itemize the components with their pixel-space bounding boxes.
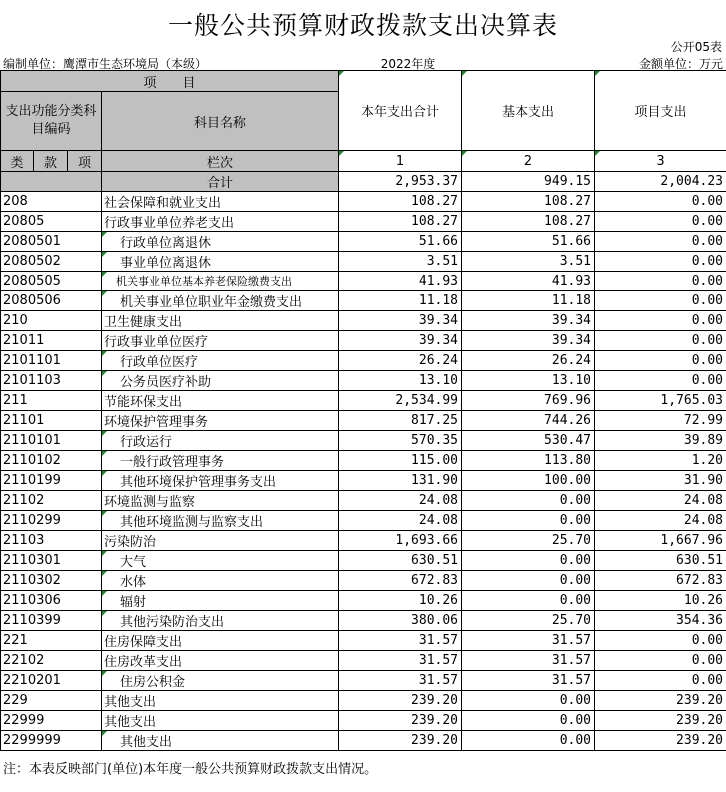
row-total: 24.08: [339, 511, 462, 531]
row-code: 2101101: [1, 351, 102, 371]
row-project: 1,667.96: [595, 531, 726, 551]
row-project: 0.00: [595, 351, 726, 371]
row-project: 0.00: [595, 371, 726, 391]
row-basic: 0.00: [462, 571, 595, 591]
row-code: 2110299: [1, 511, 102, 531]
table-row: [1, 212, 726, 232]
row-total: 570.35: [339, 431, 462, 451]
total-label: 合计: [102, 172, 339, 192]
row-project: 0.00: [595, 252, 726, 272]
row-basic: 31.57: [462, 651, 595, 671]
row-subject-name: 社会保障和就业支出: [102, 192, 339, 212]
row-basic: 25.70: [462, 611, 595, 631]
row-basic: 39.34: [462, 331, 595, 351]
row-project: 239.20: [595, 711, 726, 731]
row-code: 2080501: [1, 232, 102, 252]
row-code: 2110306: [1, 591, 102, 611]
row-basic: 0.00: [462, 511, 595, 531]
row-code: 2110302: [1, 571, 102, 591]
row-basic: 100.00: [462, 471, 595, 491]
row-code: 2110102: [1, 451, 102, 471]
table-row: [1, 731, 726, 751]
row-basic: 769.96: [462, 391, 595, 411]
footnote: 注：本表反映部门(单位)本年度一般公共预算财政拨款支出情况。: [3, 762, 378, 777]
row-total: 239.20: [339, 711, 462, 731]
row-code: 21103: [1, 531, 102, 551]
meta-bar: [0, 54, 726, 70]
row-project: 1,765.03: [595, 391, 726, 411]
table-row: [1, 371, 726, 391]
row-code: 2110101: [1, 431, 102, 451]
row-basic: 108.27: [462, 192, 595, 212]
row-subject-name: 一般行政管理事务: [102, 451, 339, 471]
row-basic: 39.34: [462, 311, 595, 331]
table-row: [1, 232, 726, 252]
row-basic: 108.27: [462, 212, 595, 232]
row-basic: 26.24: [462, 351, 595, 371]
header-basic: 基本支出: [462, 71, 595, 151]
row-subject-name: 住房改革支出: [102, 651, 339, 671]
row-project: 39.89: [595, 431, 726, 451]
row-code: 21102: [1, 491, 102, 511]
expenditure-table: [0, 70, 726, 751]
row-project: 0.00: [595, 671, 726, 691]
row-subject-name: 住房保障支出: [102, 631, 339, 651]
row-basic: 41.93: [462, 272, 595, 291]
form-number: 公开05表: [670, 40, 722, 54]
row-total: 39.34: [339, 311, 462, 331]
row-total: 108.27: [339, 212, 462, 232]
row-project: 0.00: [595, 192, 726, 212]
table-row: [1, 631, 726, 651]
header-total: 本年支出合计: [339, 71, 462, 151]
row-subject-name: 行政事业单位养老支出: [102, 212, 339, 232]
table-row: [1, 351, 726, 371]
row-basic: 51.66: [462, 232, 595, 252]
fiscal-year: 2022年度: [380, 57, 436, 71]
row-total: 31.57: [339, 651, 462, 671]
row-project: 0.00: [595, 232, 726, 252]
row-code: 2299999: [1, 731, 102, 751]
row-total: 817.25: [339, 411, 462, 431]
row-subject-name: 行政运行: [102, 431, 339, 451]
row-project: 31.90: [595, 471, 726, 491]
table-row: [1, 531, 726, 551]
header-xiang: 项: [68, 151, 102, 172]
table-row: [1, 551, 726, 571]
row-code: 2110399: [1, 611, 102, 631]
row-project: 239.20: [595, 691, 726, 711]
total-row: [1, 172, 726, 192]
row-code: 208: [1, 192, 102, 212]
row-total: 31.57: [339, 631, 462, 651]
row-project: 0.00: [595, 272, 726, 291]
header-kuan: 款: [34, 151, 68, 172]
row-total: 115.00: [339, 451, 462, 471]
table-row: [1, 511, 726, 531]
row-total: 380.06: [339, 611, 462, 631]
row-code: 2110301: [1, 551, 102, 571]
row-total: 2,534.99: [339, 391, 462, 411]
row-subject-name: 节能环保支出: [102, 391, 339, 411]
table-row: [1, 491, 726, 511]
row-total: 1,693.66: [339, 531, 462, 551]
col-number-1: 1: [339, 151, 462, 172]
row-code: 2080502: [1, 252, 102, 272]
row-total: 24.08: [339, 491, 462, 511]
row-total: 26.24: [339, 351, 462, 371]
row-subject-name: 行政单位离退休: [102, 232, 339, 252]
col-number-2: 2: [462, 151, 595, 172]
row-code: 2101103: [1, 371, 102, 391]
row-subject-name: 住房公积金: [102, 671, 339, 691]
row-subject-name: 其他环境保护管理事务支出: [102, 471, 339, 491]
row-total: 131.90: [339, 471, 462, 491]
row-basic: 11.18: [462, 291, 595, 311]
row-subject-name: 机关事业单位职业年金缴费支出: [102, 291, 339, 311]
row-code: 2210201: [1, 671, 102, 691]
row-code: 20805: [1, 212, 102, 232]
row-total: 630.51: [339, 551, 462, 571]
row-subject-name: 环境监测与监察: [102, 491, 339, 511]
row-subject-name: 行政事业单位医疗: [102, 331, 339, 351]
header-lei: 类: [1, 151, 34, 172]
row-project: 1.20: [595, 451, 726, 471]
row-subject-name: 污染防治: [102, 531, 339, 551]
header-subject-name: 科目名称: [102, 92, 339, 151]
row-subject-name: 公务员医疗补助: [102, 371, 339, 391]
table-row: [1, 611, 726, 631]
table-row: [1, 691, 726, 711]
row-basic: 0.00: [462, 551, 595, 571]
table-row: [1, 651, 726, 671]
table-row: [1, 411, 726, 431]
row-total: 239.20: [339, 731, 462, 751]
row-basic: 0.00: [462, 591, 595, 611]
total-basic: 949.15: [462, 172, 595, 192]
row-total: 672.83: [339, 571, 462, 591]
row-project: 0.00: [595, 651, 726, 671]
row-basic: 744.26: [462, 411, 595, 431]
row-code: 210: [1, 311, 102, 331]
header-lanci: 栏次: [102, 151, 339, 172]
table-row: [1, 311, 726, 331]
header-func-code: 支出功能分类科目编码: [1, 92, 102, 151]
total-project: 2,004.23: [595, 172, 726, 192]
row-basic: 31.57: [462, 631, 595, 651]
row-subject-name: 其他支出: [102, 691, 339, 711]
row-code: 2110199: [1, 471, 102, 491]
row-subject-name: 其他支出: [102, 731, 339, 751]
row-basic: 31.57: [462, 671, 595, 691]
row-basic: 3.51: [462, 252, 595, 272]
table-row: [1, 671, 726, 691]
row-basic: 13.10: [462, 371, 595, 391]
row-subject-name: 卫生健康支出: [102, 311, 339, 331]
row-code: 211: [1, 391, 102, 411]
row-total: 39.34: [339, 331, 462, 351]
row-total: 41.93: [339, 272, 462, 291]
row-project: 0.00: [595, 212, 726, 232]
table-row: [1, 391, 726, 411]
row-basic: 0.00: [462, 691, 595, 711]
row-project: 24.08: [595, 511, 726, 531]
row-project: 24.08: [595, 491, 726, 511]
row-project: 630.51: [595, 551, 726, 571]
row-total: 108.27: [339, 192, 462, 212]
row-project: 72.99: [595, 411, 726, 431]
row-subject-name: 其他环境监测与监察支出: [102, 511, 339, 531]
row-subject-name: 机关事业单位基本养老保险缴费支出: [102, 272, 339, 291]
row-code: 221: [1, 631, 102, 651]
row-total: 10.26: [339, 591, 462, 611]
table-row: [1, 272, 726, 291]
row-subject-name: 大气: [102, 551, 339, 571]
row-total: 11.18: [339, 291, 462, 311]
table-row: [1, 571, 726, 591]
table-row: [1, 711, 726, 731]
row-total: 51.66: [339, 232, 462, 252]
table-row: [1, 471, 726, 491]
row-project: 354.36: [595, 611, 726, 631]
row-project: 0.00: [595, 291, 726, 311]
row-subject-name: 事业单位离退休: [102, 252, 339, 272]
row-total: 13.10: [339, 371, 462, 391]
row-subject-name: 水体: [102, 571, 339, 591]
row-project: 0.00: [595, 311, 726, 331]
row-subject-name: 其他支出: [102, 711, 339, 731]
row-basic: 113.80: [462, 451, 595, 471]
row-total: 239.20: [339, 691, 462, 711]
row-code: 2080505: [1, 272, 102, 291]
row-basic: 0.00: [462, 711, 595, 731]
row-code: 21011: [1, 331, 102, 351]
report-title: 一般公共预算财政拨款支出决算表: [167, 11, 558, 40]
row-subject-name: 环境保护管理事务: [102, 411, 339, 431]
row-basic: 0.00: [462, 491, 595, 511]
table-row: [1, 192, 726, 212]
amount-unit: 金额单位：万元: [638, 57, 723, 71]
row-code: 2080506: [1, 291, 102, 311]
reporting-unit: 编制单位：鹰潭市生态环境局（本级）: [3, 57, 208, 71]
row-project: 239.20: [595, 731, 726, 751]
table-row: [1, 591, 726, 611]
header-project: 项目支出: [595, 71, 726, 151]
row-basic: 25.70: [462, 531, 595, 551]
col-number-3: 3: [595, 151, 726, 172]
table-row: [1, 291, 726, 311]
row-subject-name: 辐射: [102, 591, 339, 611]
table-row: [1, 431, 726, 451]
row-code: 229: [1, 691, 102, 711]
row-total: 3.51: [339, 252, 462, 272]
row-basic: 530.47: [462, 431, 595, 451]
row-project: 0.00: [595, 631, 726, 651]
header-item: 项 目: [1, 71, 339, 92]
table-row: [1, 331, 726, 351]
row-code: 21101: [1, 411, 102, 431]
row-code: 22102: [1, 651, 102, 671]
row-project: 10.26: [595, 591, 726, 611]
row-subject-name: 其他污染防治支出: [102, 611, 339, 631]
total-sum: 2,953.37: [339, 172, 462, 192]
row-project: 672.83: [595, 571, 726, 591]
row-code: 22999: [1, 711, 102, 731]
row-subject-name: 行政单位医疗: [102, 351, 339, 371]
table-row: [1, 252, 726, 272]
row-project: 0.00: [595, 331, 726, 351]
table-row: [1, 451, 726, 471]
row-total: 31.57: [339, 671, 462, 691]
row-basic: 0.00: [462, 731, 595, 751]
